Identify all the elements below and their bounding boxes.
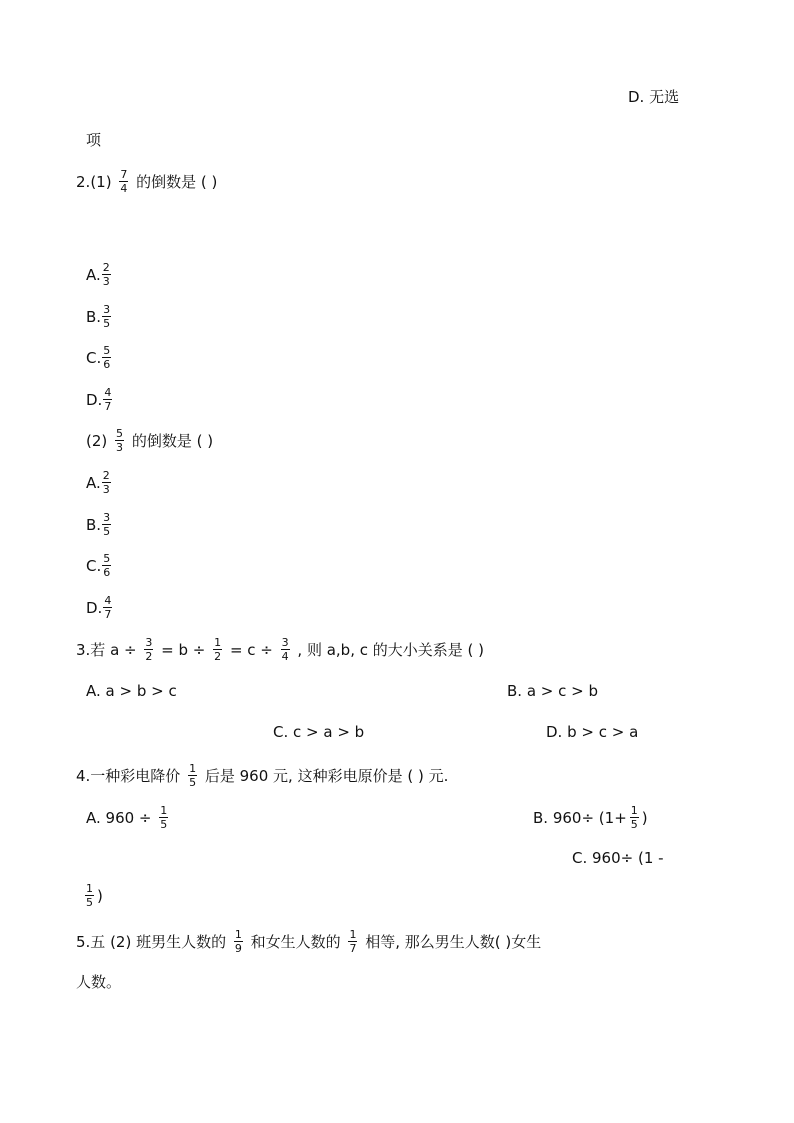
q2-1-option-c: C. $\frac{5}{6}$ xyxy=(86,344,111,371)
q4-option-b: B. 960÷ (1+ $\frac{1}{5}$ ) xyxy=(533,804,648,831)
question-4: 4.一种彩电降价 $\frac{1}{5}$ 后是 960 元, 这种彩电原价是 ( ) 元. xyxy=(76,762,449,789)
question-5-continuation: 人数。 xyxy=(76,973,122,991)
q4-option-a: A. 960 ÷ $\frac{1}{5}$ xyxy=(86,804,168,831)
q4-option-c: C. 960÷ (1 - xyxy=(572,849,664,867)
q2-1-option-a: A. $\frac{2}{3}$ xyxy=(86,261,110,288)
q3-option-a: A. a > b > c xyxy=(86,682,177,700)
q2-2-option-b: B. $\frac{3}{5}$ xyxy=(86,511,111,538)
q2-2-option-c: C. $\frac{5}{6}$ xyxy=(86,552,111,579)
q2-1-option-d: D. $\frac{4}{7}$ xyxy=(86,386,112,413)
q1-option-d: D. 无选 xyxy=(628,88,680,106)
question-3: 3.若 a ÷ $\frac{3}{2}$ = b ÷ $\frac{1}{2}$ = c ÷ $\frac{3}{4}$ , 则 a,b, c 的大小关系是 ( ) xyxy=(76,636,484,663)
q3-option-b: B. a > c > b xyxy=(507,682,598,700)
fraction: $\frac{7}{4}$ xyxy=(120,168,128,195)
q2-2-option-a: A. $\frac{2}{3}$ xyxy=(86,469,110,496)
q3-option-c: C. c > a > b xyxy=(273,723,365,741)
question-2-part-1: 2.(1) $\frac{7}{4}$ 的倒数是 ( ) xyxy=(76,168,218,195)
q1-option-d-continuation: 项 xyxy=(86,131,102,149)
q4-option-c-continuation: $\frac{1}{5}$ ) xyxy=(86,882,103,909)
question-2-part-2: (2) $\frac{5}{3}$ 的倒数是 ( ) xyxy=(86,427,214,454)
q3-option-d: D. b > c > a xyxy=(546,723,639,741)
q2-1-option-b: B. $\frac{3}{5}$ xyxy=(86,303,111,330)
q2-2-option-d: D. $\frac{4}{7}$ xyxy=(86,594,112,621)
question-5: 5.五 (2) 班男生人数的 $\frac{1}{9}$ 和女生人数的 $\frac{1}{7}$ 相等, 那么男生人数( )女生 xyxy=(76,928,542,955)
fraction: $\frac{5}{3}$ xyxy=(116,427,124,454)
